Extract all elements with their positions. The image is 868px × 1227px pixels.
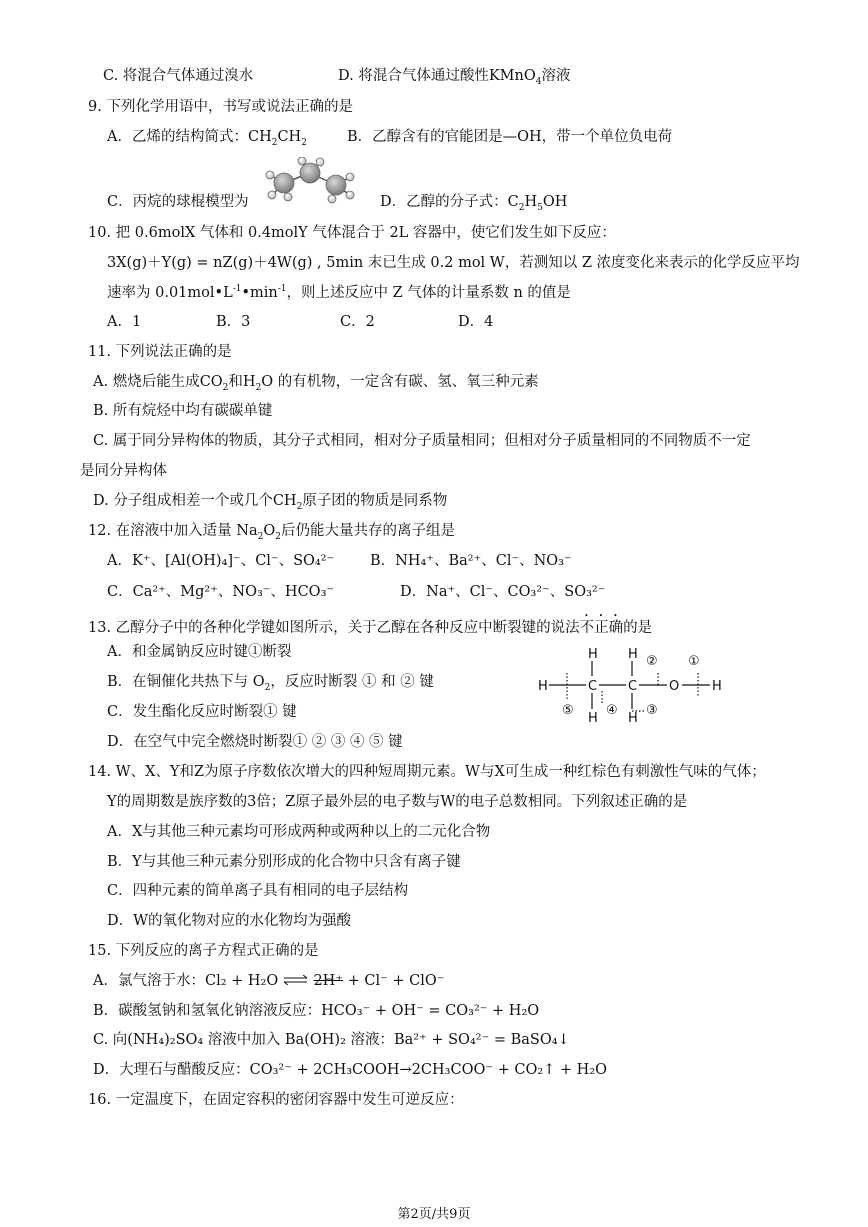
q13-option-a: A．和金属钠反应时键①断裂: [107, 644, 292, 660]
q8-option-c: C. 将混合气体通过溴水: [103, 68, 254, 84]
fig-h-c1-bottom: H: [588, 711, 598, 726]
q9-stem: 9. 下列化学用语中，书写或说法正确的是: [88, 99, 353, 115]
q15-option-b: B．碳酸氢钠和氢氧化钠溶液反应：HCO₃⁻ + OH⁻ = CO₃²⁻ + H₂O: [93, 1003, 540, 1019]
fig-bond-5: ⑤: [562, 703, 574, 718]
q10-option-d: D．4: [458, 314, 494, 330]
reversible-arrow-icon: [283, 971, 309, 991]
fig-h-c2-bottom: H: [628, 711, 638, 726]
q12-option-b: B．NH₄⁺、Ba²⁺、Cl⁻、NO₃⁻: [370, 553, 572, 569]
q11-option-a: A. 燃烧后能生成$CO_2$和$H_2O$ 的有机物，一定含有碳、氢、氧三种元素: [93, 374, 539, 393]
q11-option-b: B. 所有烷烃中均有碳碳单键: [93, 403, 273, 419]
q9-option-a: A．乙烯的结构简式：$CH_2CH_2$: [107, 129, 307, 148]
q12-option-a: A．K⁺、[Al(OH)₄]⁻、Cl⁻、SO₄²⁻: [107, 553, 335, 569]
q9-option-c: C．丙烷的球棍模型为: [107, 194, 249, 210]
fig-bond-2: ②: [646, 654, 658, 669]
q14-option-c: C．四种元素的简单离子具有相同的电子层结构: [107, 883, 409, 899]
fig-h-right: H: [712, 679, 722, 694]
struck-term: 2H⁺: [313, 973, 343, 989]
ethanol-bond-diagram: [536, 645, 736, 745]
q12-stem: 12. 在溶液中加入适量 $Na_2O_2$后仍能大量共存的离子组是: [88, 523, 455, 542]
fig-h-c1-top: H: [588, 647, 598, 662]
q14-option-b: B．Y与其他三种元素分别形成的化合物中只含有离子键: [107, 854, 461, 870]
q10-rate: 速率为 $0.01mol•L^{-1}•\min^{-1}$，则上述反应中 Z 气体的计量系数 n 的值是: [107, 284, 571, 301]
q9-option-d: D．乙醇的分子式：$C_2H_5OH$: [380, 194, 568, 213]
q13-option-b: B．在铜催化共热下与 $O_2$，反应时断裂 ① 和 ② 键: [107, 674, 434, 693]
fig-bond-4: ④: [606, 703, 618, 718]
q13-option-c: C．发生酯化反应时断裂① 键: [107, 704, 297, 720]
q15-option-a: A．氯气溶于水：Cl₂ + H₂O 2H⁺ + Cl⁻ + ClO⁻: [93, 973, 445, 989]
q14-stem-line2: Y的周期数是族序数的3倍；Z原子最外层的电子数与W的电子总数相同。下列叙述正确的是: [107, 794, 688, 810]
q14-option-a: A．X与其他三种元素均可形成两种或两种以上的二元化合物: [107, 824, 491, 840]
fig-h-left: H: [538, 679, 548, 694]
q14-stem-line1: 14. W、X、Y和Z为原子序数依次增大的四种短周期元素。W与X可生成一种红棕色有刺激性气味的气体；: [88, 764, 766, 780]
q9-option-b: B．乙醇含有的官能团是—OH，带一个单位负电荷: [347, 129, 673, 145]
q12-option-d: D．Na⁺、Cl⁻、CO₃²⁻、SO₃²⁻: [400, 584, 606, 600]
propane-ball-stick-model: [262, 157, 362, 205]
q10-option-b: B．3: [216, 314, 251, 330]
fig-bond-3: ③: [646, 703, 658, 718]
q10-stem: 10. 把 0.6molX 气体和 0.4molY 气体混合于 2L 容器中，使它们发生如下反应：: [88, 225, 616, 241]
q16-stem: 16. 一定温度下，在固定容积的密闭容器中发生可逆反应：: [88, 1092, 464, 1108]
page-number: 第2页/共9页: [397, 1207, 471, 1222]
fig-o: O: [669, 679, 680, 694]
q15-option-d: D．大理石与醋酸反应：CO₃²⁻ + 2CH₃COOH→2CH₃COO⁻ + CO₂↑ + H₂O: [93, 1062, 608, 1078]
q11-option-d: D. 分子组成相差一个或几个$CH_2$原子团的物质是同系物: [93, 493, 448, 512]
q11-option-c-line1: C. 属于同分异构体的物质，其分子式相同，相对分子质量相同；但相对分子质量相同的不同物质不一定: [93, 433, 751, 449]
q10-option-a: A．1: [107, 314, 142, 330]
q14-option-d: D．W的氧化物对应的水化物均为强酸: [107, 913, 352, 929]
q12-option-c: C．Ca²⁺、Mg²⁺、NO₃⁻、HCO₃⁻: [107, 584, 335, 600]
q13-option-d: D．在空气中完全燃烧时断裂① ② ③ ④ ⑤ 键: [107, 734, 403, 750]
q8-option-d: D. 将混合气体通过酸性KMnO$_4$溶液: [338, 68, 571, 87]
fig-bond-1: ①: [688, 654, 700, 669]
q10-equation: 3X(g)＋Y(g) = nZ(g)＋4W(g) , 5min 末已生成 0.2 mol W，若测知以 Z 浓度变化来表示的化学反应平均: [107, 255, 800, 271]
fig-c2: C: [628, 679, 638, 694]
q13-stem: 13. 乙醇分子中的各种化学键如图所示，关于乙醇在各种反应中断裂键的说法不正确的是: [88, 620, 653, 636]
q15-option-c: C. 向(NH₄)₂SO₄ 溶液中加入 Ba(OH)₂ 溶液：Ba²⁺ + SO₄²⁻ = BaSO₄↓: [93, 1032, 570, 1048]
q10-option-c: C．2: [340, 314, 375, 330]
q11-stem: 11. 下列说法正确的是: [88, 344, 232, 360]
fig-h-c2-top: H: [628, 647, 638, 662]
q15-stem: 15. 下列反应的离子方程式正确的是: [88, 943, 319, 959]
fig-c1: C: [588, 679, 598, 694]
emphasis-not-correct: 不正确: [579, 620, 624, 636]
q11-option-c-line2: 是同分异构体: [80, 463, 167, 479]
